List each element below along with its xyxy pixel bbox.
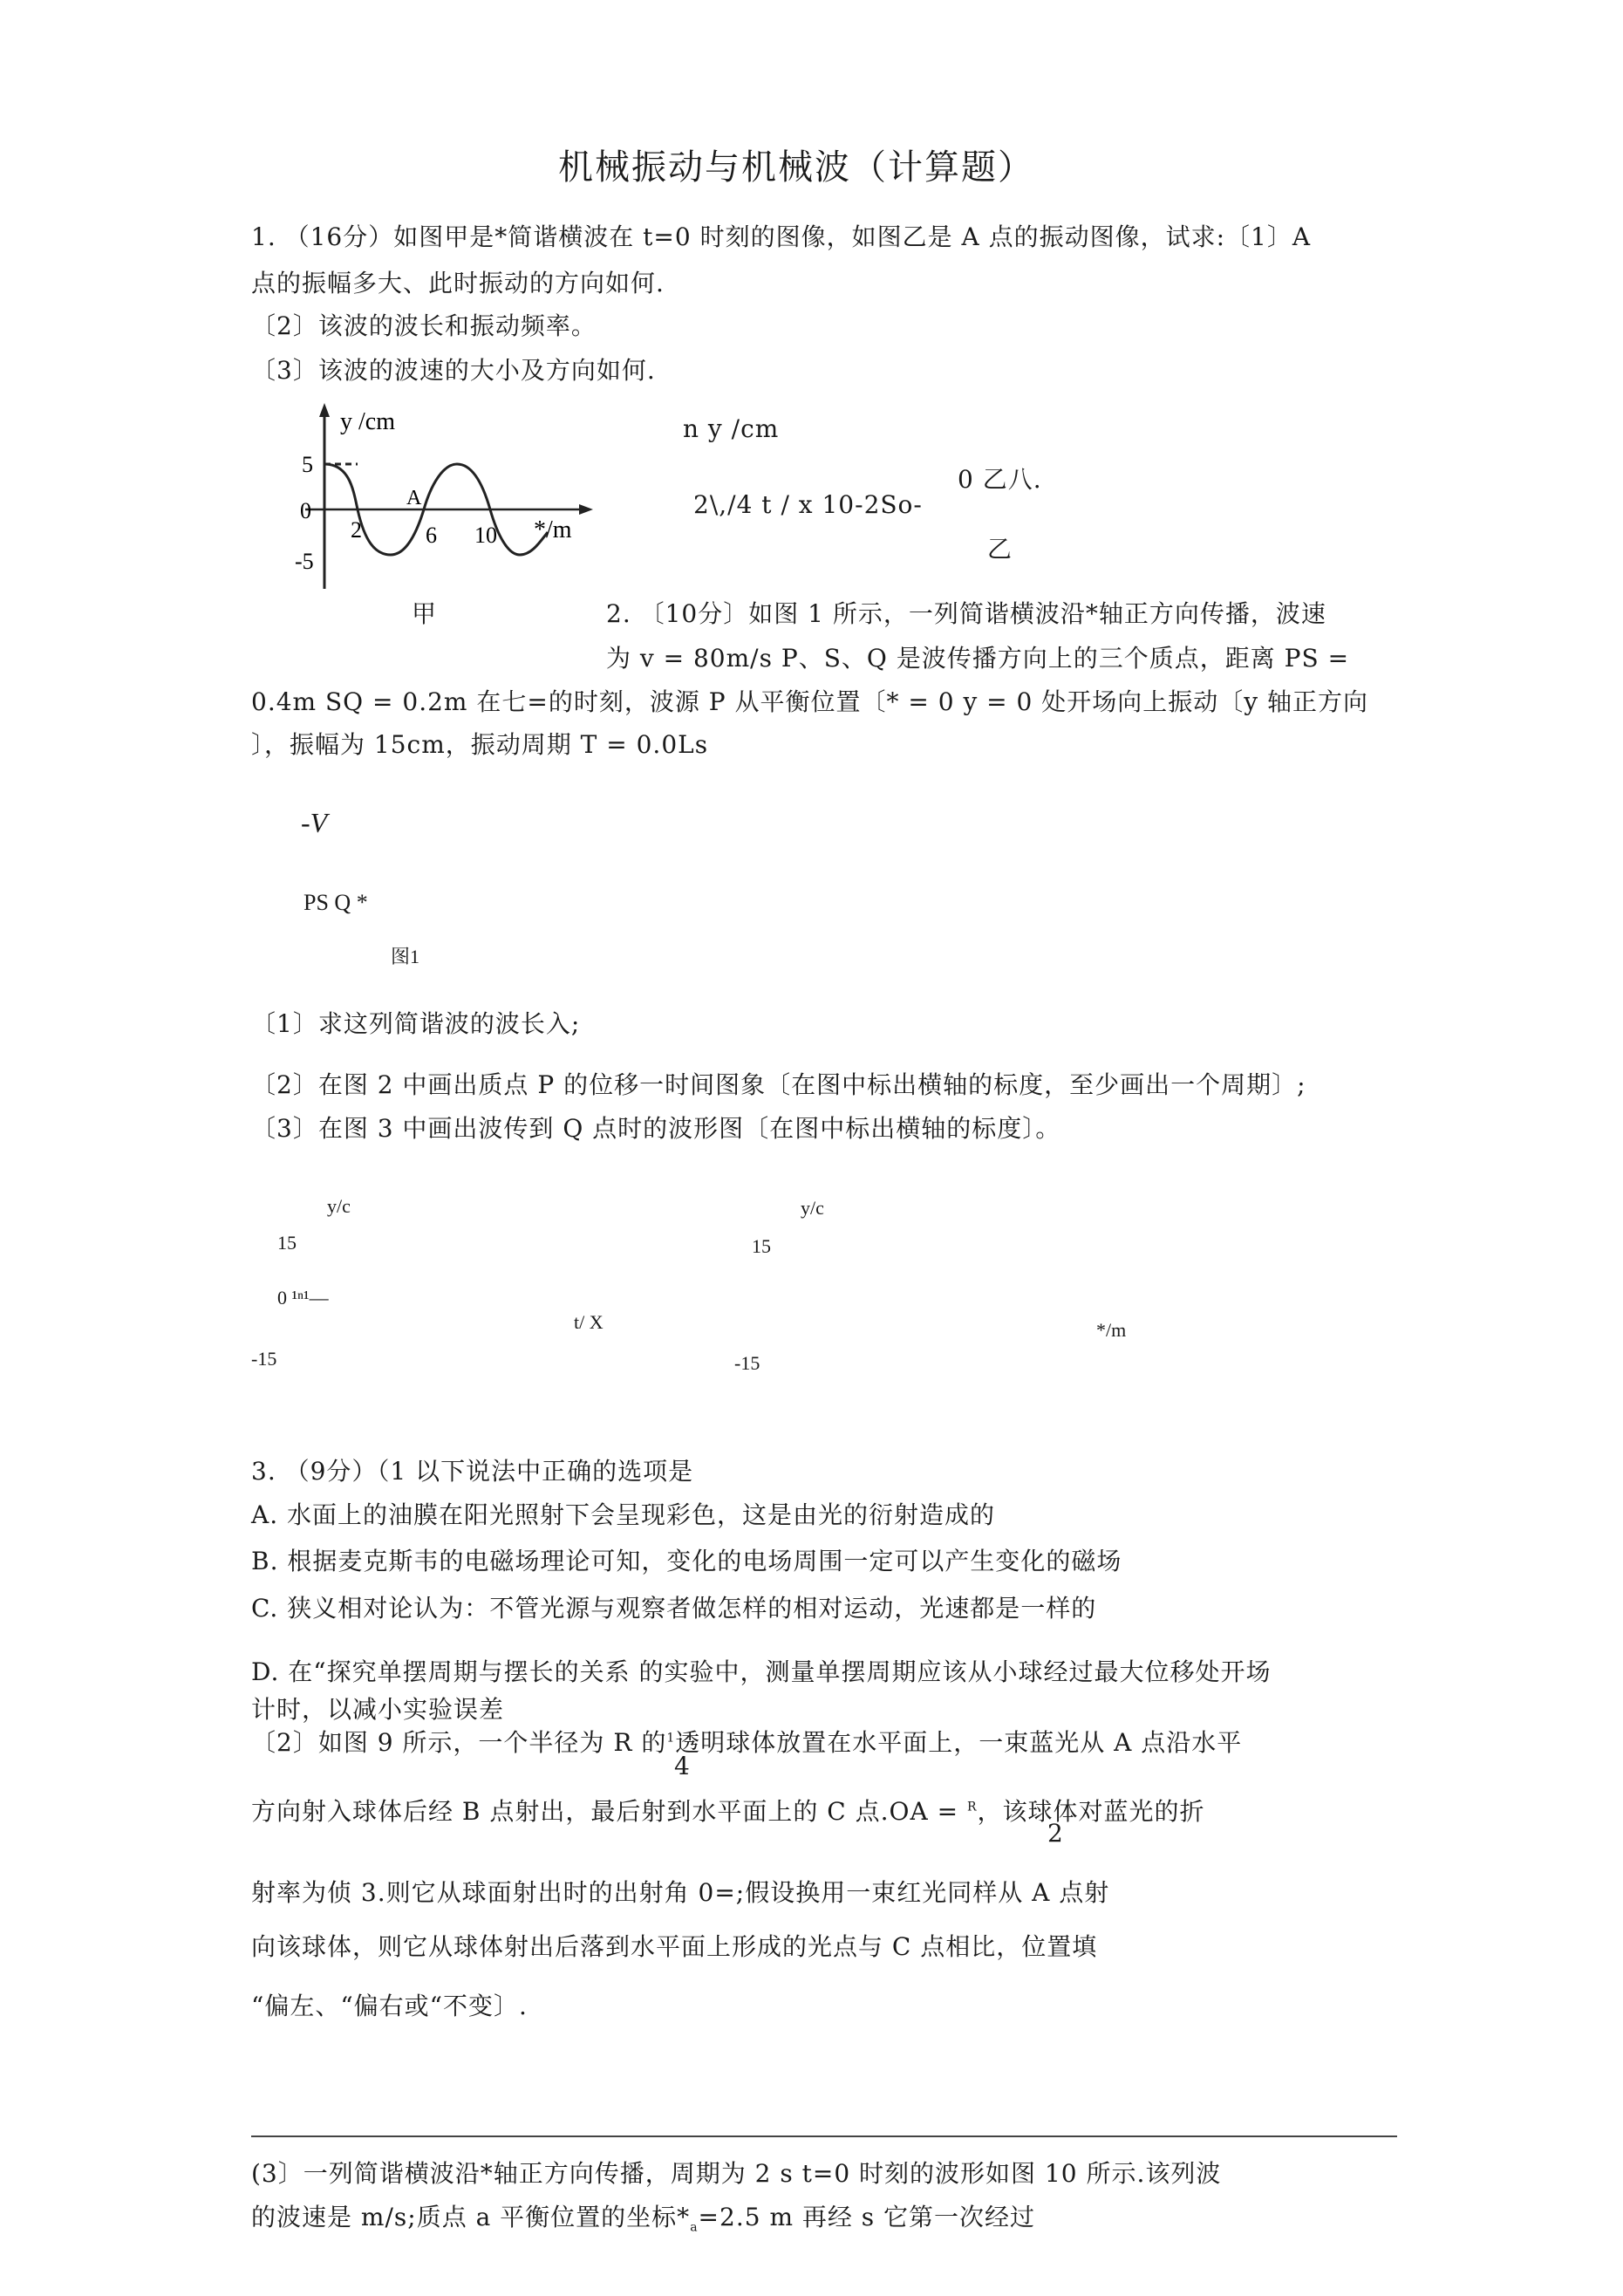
- q3-part2-fraction-denominator-4: 4: [674, 1752, 691, 1780]
- tick-y-5: 5: [302, 452, 313, 477]
- figure-1-velocity-label: -V: [301, 807, 328, 838]
- figure-2-x-label: t/ X: [574, 1311, 604, 1333]
- y-axis-arrow: [319, 403, 330, 417]
- q3-part3-line-2-end: =2.5 m 再经 s 它第一次经过: [698, 2203, 1036, 2231]
- q3-part3-subscript-a: a: [690, 2220, 699, 2235]
- q3-part2-fraction-numerator: 1: [666, 1731, 676, 1746]
- figure-yi-caption: 乙: [987, 535, 1013, 564]
- y-axis-label: y /cm: [340, 408, 395, 435]
- q3-part2-line-1-start: 〔2〕如图 9 所示，一个半径为 R 的: [251, 1728, 667, 1757]
- figure-jia-wave-graph: [288, 401, 619, 602]
- q3-option-b: B. 根据麦克斯韦的电磁场理论可知，变化的电场周围一定可以产生变化的磁场: [251, 1547, 1122, 1575]
- q1-line-4: 〔3〕该波的波速的大小及方向如何.: [251, 356, 656, 385]
- q3-part2-line-4: 向该球体，则它从球体射出后落到水平面上形成的光点与 C 点相比，位置填: [251, 1932, 1098, 1961]
- q3-part2-line-2-end: ，该球体对蓝光的折: [977, 1797, 1205, 1826]
- q1-line-2: 点的振幅多大、此时振动的方向如何.: [251, 269, 665, 297]
- q3-part2-oa-numerator: R: [966, 1800, 978, 1814]
- q3-option-d-line-1: D. 在“探究单摆周期与摆长的关系 的实验中，测量单摆周期应该从小球经过最大位移处开场: [251, 1657, 1272, 1686]
- tick-y-neg5: -5: [295, 549, 314, 574]
- figure-jia-caption: 甲: [412, 599, 438, 628]
- figure-yi-row-2a: 0 乙八.: [958, 465, 1042, 494]
- tick-x-2: 2: [351, 517, 362, 543]
- q1-line-1: 1. （16分）如图甲是*简谐横波在 t=0 时刻的图像，如图乙是 A 点的振动图像，试求:〔1〕A: [251, 222, 1312, 251]
- figure-3-y-neg15: -15: [734, 1352, 760, 1374]
- q3-part2-line-2-start: 方向射入球体后经 B 点射出，最后射到水平面上的 C 点.OA =: [251, 1797, 959, 1826]
- figure-3-y-label: y/c: [801, 1197, 824, 1219]
- figure-1-points: PS Q *: [303, 890, 368, 915]
- q2-line-2: 为 v = 80m/s P、S、Q 是波传播方向上的三个质点，距离 PS =: [606, 644, 1350, 673]
- q3-part2-fraction-denominator-2: 2: [1047, 1819, 1064, 1848]
- q2-line-3: 0.4m SQ = 0.2m 在七=的时刻，波源 P 从平衡位置〔* = 0 y = 0 处开场向上振动〔y 轴正方向: [251, 687, 1368, 716]
- figure-2-y-15: 15: [277, 1232, 297, 1254]
- footer-divider: [251, 2135, 1397, 2137]
- figure-3-x-label: */m: [1096, 1319, 1127, 1341]
- q2-line-4: 〕，振幅为 15cm，振动周期 T = 0.0Ls: [251, 730, 709, 759]
- figure-2-y-neg15: -15: [251, 1348, 277, 1370]
- q3-part2-line-1-end: 透明球体放置在水平面上，一束蓝光从 A 点沿水平: [675, 1728, 1243, 1757]
- q3-part3-line-2-start: 的波速是 m/s;质点 a 平衡位置的坐标*: [251, 2203, 691, 2231]
- q3-head: 3. （9分）（1 以下说法中正确的选项是: [251, 1457, 694, 1486]
- q3-option-c: C. 狭义相对论认为：不管光源与观察者做怎样的相对运动，光速都是一样的: [251, 1594, 1097, 1623]
- q3-option-d-line-2: 计时，以减小实验误差: [251, 1695, 505, 1724]
- tick-x-6: 6: [426, 523, 437, 548]
- tick-y-0: 0: [300, 498, 311, 523]
- x-axis-arrow: [579, 504, 593, 515]
- q3-part3-line-2: [251, 2198, 1035, 2235]
- q3-part2-line-3: 射率为侦 3.则它从球面射出时的出射角 0=;假设换用一束红光同样从 A 点射: [251, 1878, 1110, 1907]
- point-a-label: A: [406, 487, 422, 509]
- q2-sub-3: 〔3〕在图 3 中画出波传到 Q 点时的波形图〔在图中标出横轴的标度〕。: [251, 1114, 1061, 1143]
- q1-line-3: 〔2〕该波的波长和振动频率。: [251, 311, 597, 340]
- q3-part2-line-1: [251, 1724, 1242, 1759]
- q3-part3-line-1: (3〕一列简谐横波沿*轴正方向传播，周期为 2 s t=0 时刻的波形如图 10 所示.该列波: [251, 2159, 1222, 2188]
- figure-yi-row-1: n y /cm: [683, 414, 780, 443]
- q2-line-1: 2. 〔10分〕如图 1 所示，一列简谐横波沿*轴正方向传播，波速: [606, 599, 1326, 628]
- figure-1-caption: 图1: [391, 946, 420, 967]
- x-axis-label: */m: [534, 516, 572, 543]
- q3-part2-line-5: “偏左、“偏右或“不变〕.: [251, 1992, 528, 2020]
- q2-sub-1: 〔1〕求这列简谐波的波长入;: [251, 1009, 581, 1038]
- page-title: 机械振动与机械波（计算题）: [558, 147, 1034, 188]
- q2-sub-2: 〔2〕在图 2 中画出质点 P 的位移一时间图象〔在图中标出横轴的标度，至少画出一个周期〕;: [251, 1070, 1306, 1099]
- figure-3-y-15: 15: [752, 1235, 771, 1257]
- figure-2-origin: 0 ¹ⁿ¹—: [277, 1287, 329, 1309]
- figure-yi-row-2b: 2\,/4 t / x 10-2So-: [693, 490, 923, 519]
- tick-x-10: 10: [474, 523, 497, 548]
- figure-2-y-label: y/c: [327, 1195, 351, 1217]
- q3-option-a: A. 水面上的油膜在阳光照射下会呈现彩色，这是由光的衍射造成的: [251, 1500, 996, 1529]
